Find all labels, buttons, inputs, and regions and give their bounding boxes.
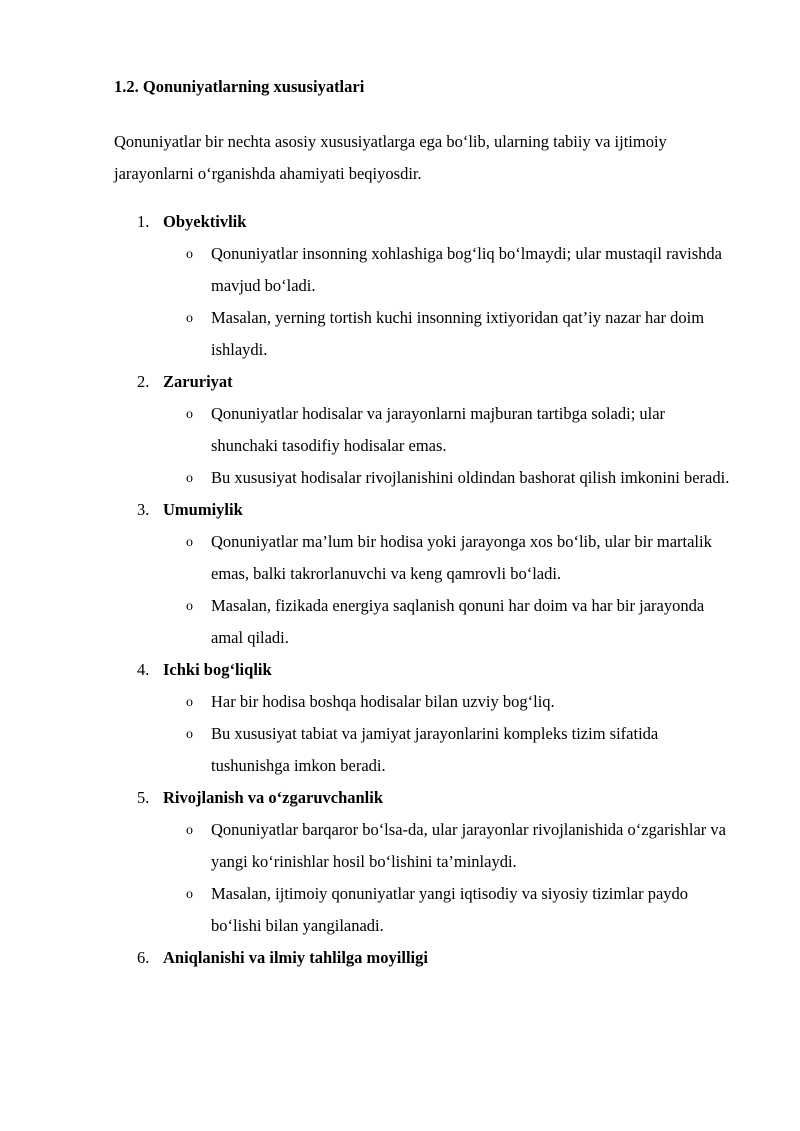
bullet-icon: o: [186, 599, 193, 614]
sub-list-item: [0, 526, 736, 590]
sub-list-item: [0, 686, 736, 718]
bullet-icon: o: [186, 535, 193, 550]
bullet-icon: o: [186, 695, 193, 710]
sub-item-text: Masalan, ijtimoiy qonuniyatlar yangi iqtisodiy va siyosiy tizimlar paydo bo‘lishi bilan yangilanadi.: [211, 884, 689, 935]
sub-list-item: [0, 590, 736, 654]
sub-list: [0, 814, 800, 942]
list-item: [0, 366, 800, 494]
bullet-icon: o: [186, 311, 193, 326]
list-item-title: Umumiylik: [163, 500, 243, 519]
sub-list-item: [0, 238, 736, 302]
sub-item-text: Bu xususiyat tabiat va jamiyat jarayonlarini kompleks tizim sifatida tushunishga imkon beradi.: [211, 724, 659, 775]
list-item: [0, 782, 800, 942]
sub-list-item: [0, 398, 736, 462]
sub-item-text: Bu xususiyat hodisalar rivojlanishini oldindan bashorat qilish imkonini beradi.: [211, 468, 730, 487]
sub-list-item: [0, 814, 736, 878]
sub-item-text: Qonuniyatlar hodisalar va jarayonlarni majburan tartibga soladi; ular shunchaki tasodifiy hodisalar emas.: [211, 404, 666, 455]
intro-paragraph: Qonuniyatlar bir nechta asosiy xususiyatlarga ega bo‘lib, ularning tabiiy va ijtimoiy jarayonlarni o‘rganishda ahamiyati beqiyosdir.: [114, 132, 667, 183]
list-item-title: Rivojlanish va o‘zgaruvchanlik: [163, 788, 384, 807]
bullet-icon: o: [186, 887, 193, 902]
list-item-title: Zaruriyat: [163, 372, 233, 391]
list-item: [0, 206, 800, 366]
list-item-number: 1.: [137, 212, 150, 231]
sub-list-item: [0, 462, 736, 494]
list-item-number: 3.: [137, 500, 150, 519]
bullet-icon: o: [186, 247, 193, 262]
list-item-title: Aniqlanishi va ilmiy tahlilga moyilligi: [163, 948, 428, 967]
list-item-number: 6.: [137, 948, 150, 967]
properties-list: [0, 206, 800, 974]
list-item-title: Obyektivlik: [163, 212, 247, 231]
sub-list-item: [0, 718, 736, 782]
sub-list-item: [0, 302, 736, 366]
sub-item-text: Qonuniyatlar ma’lum bir hodisa yoki jarayonga xos bo‘lib, ular bir martalik emas, balki takrorlanuvchi va keng qamrovli bo‘ladi.: [211, 532, 712, 583]
sub-item-text: Masalan, yerning tortish kuchi insonning ixtiyoridan qat’iy nazar har doim ishlaydi.: [211, 308, 705, 359]
sub-item-text: Masalan, fizikada energiya saqlanish qonuni har doim va har bir jarayonda amal qiladi.: [211, 596, 705, 647]
sub-list-item: [0, 878, 736, 942]
list-item-number: 2.: [137, 372, 150, 391]
sub-item-text: Qonuniyatlar barqaror bo‘lsa-da, ular jarayonlar rivojlanishida o‘zgarishlar va yangi ko‘rinishlar hosil bo‘lishini ta’minlaydi.: [211, 820, 726, 871]
sub-list: [0, 526, 800, 654]
sub-item-text: Qonuniyatlar insonning xohlashiga bog‘liq bo‘lmaydi; ular mustaqil ravishda mavjud bo‘ladi.: [211, 244, 722, 295]
list-item: [0, 654, 800, 782]
sub-list: [0, 686, 800, 782]
list-item-number: 5.: [137, 788, 150, 807]
list-item: [0, 942, 800, 974]
sub-list: [0, 398, 800, 494]
list-item-title: Ichki bog‘liqlik: [163, 660, 272, 679]
bullet-icon: o: [186, 727, 193, 742]
sub-list: [0, 238, 800, 366]
list-item: [0, 494, 800, 654]
bullet-icon: o: [186, 823, 193, 838]
bullet-icon: o: [186, 407, 193, 422]
sub-item-text: Har bir hodisa boshqa hodisalar bilan uzviy bog‘liq.: [211, 692, 555, 711]
section-heading: 1.2. Qonuniyatlarning xususiyatlari: [114, 77, 365, 96]
list-item-number: 4.: [137, 660, 150, 679]
bullet-icon: o: [186, 471, 193, 486]
